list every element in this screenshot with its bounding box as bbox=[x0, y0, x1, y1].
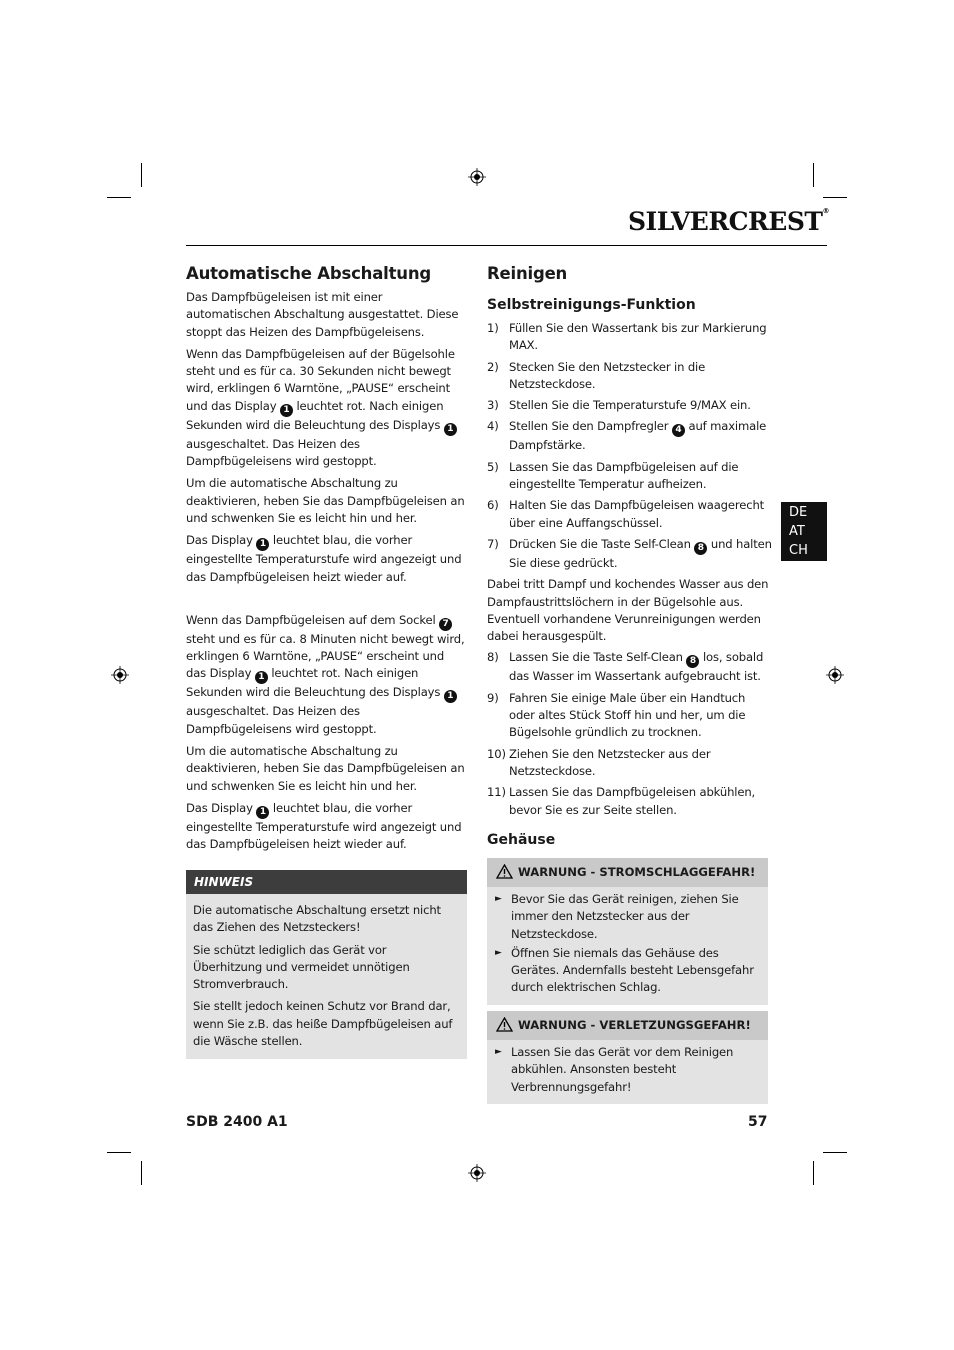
warning-triangle-icon bbox=[496, 1017, 513, 1032]
crop-mark bbox=[823, 197, 847, 198]
self-clean-badge: 8 bbox=[694, 542, 707, 555]
warning-body bbox=[487, 887, 768, 1005]
crop-mark bbox=[107, 197, 131, 198]
list-item: 8) Lassen Sie die Taste Self-Clean 8 los, sobald das Wasser im Wassertank aufgebraucht ist. bbox=[487, 650, 764, 684]
list-item: ► Öffnen Sie niemals das Gehäuse des Gerätes. Andernfalls besteht Lebensgefahr durch elektrischen Schlag. bbox=[495, 945, 754, 995]
brand-logo-text: SILVERCREST bbox=[628, 207, 823, 236]
hinweis-paragraph: Sie schützt lediglich das Gerät vor Überhitzung und vermeidet unnötigen Stromverbrauch. bbox=[193, 942, 410, 992]
steam-regulator-badge: 4 bbox=[672, 424, 685, 437]
header-rule bbox=[186, 245, 827, 246]
registration-mark-icon bbox=[468, 1164, 486, 1182]
warning-body bbox=[487, 1040, 768, 1104]
page-number: 57 bbox=[748, 1114, 768, 1130]
registration-mark-icon bbox=[826, 666, 844, 684]
registration-mark-icon bbox=[111, 666, 129, 684]
lang-code: CH bbox=[789, 543, 808, 558]
paragraph: Wenn das Dampfbügeleisen auf dem Sockel 7 steht und es für ca. 8 Minuten nicht bewegt wird, erklingen 6 Warntöne, „PAUSE“ erscheint und das Display 1 leuchtet rot. Nach einigen Sekunden wird die Beleuchtung des Displays 1 ausgeschaltet. Das Heizen des Dampfbügeleisens wird gestoppt. bbox=[186, 612, 465, 736]
warning-triangle-icon bbox=[496, 864, 513, 879]
paragraph: Wenn das Dampfbügeleisen auf der Bügelsohle steht und es für ca. 30 Sekunden nicht bewegt wird, erklingen 6 Warntöne, „PAUSE“ erscheint und das Display 1 leuchtet rot. Nach einigen Sekunden wird die Beleuchtung des Displays 1 ausgeschaltet. Das Heizen des Dampfbügeleisens wird gestoppt. bbox=[186, 346, 455, 469]
lang-code: AT bbox=[789, 524, 805, 539]
language-tab bbox=[781, 502, 827, 561]
registration-mark-icon bbox=[468, 168, 486, 186]
paragraph: Um die automatische Abschaltung zu deaktivieren, heben Sie das Dampfbügeleisen an und schwenken Sie es leicht hin und her. bbox=[186, 476, 465, 525]
section-heading-abschaltung: Automatische Abschaltung bbox=[186, 264, 432, 283]
hinweis-title: HINWEIS bbox=[186, 870, 467, 894]
paragraph: Das Dampfbügeleisen ist mit einer automatischen Abschaltung ausgestattet. Diese stoppt das Heizen des Dampfbügeleisens. bbox=[186, 290, 459, 339]
paragraph: Das Display 1 leuchtet blau, die vorher eingestellte Temperaturstufe wird angezeigt und das Dampfbügeleisen heizt wieder auf. bbox=[186, 533, 462, 584]
paragraph: Das Display 1 leuchtet blau, die vorher eingestellte Temperaturstufe wird angezeigt und das Dampfbügeleisen heizt wieder auf. bbox=[186, 800, 462, 852]
display-number-badge: 1 bbox=[444, 690, 457, 703]
steps-list bbox=[487, 320, 772, 572]
list-item: ► Lassen Sie das Gerät vor dem Reinigen abkühlen. Ansonsten besteht Verbrennungsgefahr! bbox=[495, 1045, 734, 1094]
crop-mark bbox=[107, 1152, 131, 1153]
brand-logo bbox=[628, 207, 828, 241]
list-item: 3) Stellen Sie die Temperaturstufe 9/MAX ein. bbox=[487, 398, 751, 413]
list-item: 7) Drücken Sie die Taste Self-Clean 8 und halten Sie diese gedrückt. bbox=[487, 536, 772, 570]
hinweis-paragraph: Sie stellt jedoch keinen Schutz vor Brand dar, wenn Sie z.B. das heiße Dampfbügeleisen auf die Wäsche stellen. bbox=[193, 999, 453, 1049]
left-column-text bbox=[186, 289, 466, 859]
paragraph: Dabei tritt Dampf und kochendes Wasser aus den Dampfaustrittslöchern in der Bügelsohle aus. Eventuell vorhandene Verunreinigungen werden dabei herausgespült. bbox=[487, 577, 769, 644]
crop-mark bbox=[141, 163, 142, 187]
socket-number-badge: 7 bbox=[439, 618, 452, 631]
warning-box-injury bbox=[487, 1011, 768, 1104]
paragraph: Um die automatische Abschaltung zu deaktivieren, heben Sie das Dampfbügeleisen an und schwenken Sie es leicht hin und her. bbox=[186, 744, 465, 793]
subheading-gehaeuse: Gehäuse bbox=[487, 832, 556, 848]
warning-title: WARNUNG - STROMSCHLAGGEFAHR! bbox=[487, 858, 768, 887]
display-number-badge: 1 bbox=[256, 538, 269, 551]
list-item: 6) Halten Sie das Dampfbügeleisen waagerecht über eine Auffangschüssel. bbox=[487, 498, 765, 530]
hinweis-box bbox=[186, 870, 467, 1059]
list-item: ► Bevor Sie das Gerät reinigen, ziehen Sie immer den Netzstecker aus der Netzsteckdose. bbox=[495, 892, 739, 941]
steps-list bbox=[487, 649, 772, 818]
list-item: 11) Lassen Sie das Dampfbügeleisen abkühlen, bevor Sie es zur Seite stellen. bbox=[487, 785, 756, 817]
display-number-badge: 1 bbox=[255, 671, 268, 684]
list-item: 9) Fahren Sie einige Male über ein Handtuch oder altes Stück Stoff hin und her, um die Bügelsohle gründlich zu trocknen. bbox=[487, 690, 746, 740]
lang-code: DE bbox=[789, 505, 808, 520]
crop-mark bbox=[813, 163, 814, 187]
registered-mark: ® bbox=[822, 207, 829, 215]
hinweis-paragraph: Die automatische Abschaltung ersetzt nicht das Ziehen des Netzsteckers! bbox=[193, 903, 441, 935]
crop-mark bbox=[813, 1161, 814, 1185]
right-column-text bbox=[487, 320, 772, 823]
warning-box-electric bbox=[487, 858, 768, 1005]
warning-title: WARNUNG - VERLETZUNGSGEFAHR! bbox=[487, 1011, 768, 1040]
list-item: 10) Ziehen Sie den Netzstecker aus der Netzsteckdose. bbox=[487, 746, 711, 778]
list-item: 5) Lassen Sie das Dampfbügeleisen auf die eingestellte Temperatur aufheizen. bbox=[487, 459, 739, 492]
display-number-badge: 1 bbox=[256, 806, 269, 819]
display-number-badge: 1 bbox=[280, 404, 293, 417]
hinweis-body bbox=[186, 894, 467, 1059]
crop-mark bbox=[823, 1152, 847, 1153]
list-item: 2) Stecken Sie den Netzstecker in die Netzsteckdose. bbox=[487, 359, 706, 391]
list-item: 4) Stellen Sie den Dampfregler 4 auf maximale Dampfstärke. bbox=[487, 419, 767, 453]
section-heading-reinigen: Reinigen bbox=[487, 264, 568, 283]
model-number: SDB 2400 A1 bbox=[186, 1114, 288, 1130]
list-item: 1) Füllen Sie den Wassertank bis zur Markierung MAX. bbox=[487, 321, 767, 353]
display-number-badge: 1 bbox=[444, 423, 457, 436]
subheading-selbstreinigung: Selbstreinigungs-Funktion bbox=[487, 297, 696, 313]
self-clean-badge: 8 bbox=[686, 655, 699, 668]
crop-mark bbox=[141, 1161, 142, 1185]
